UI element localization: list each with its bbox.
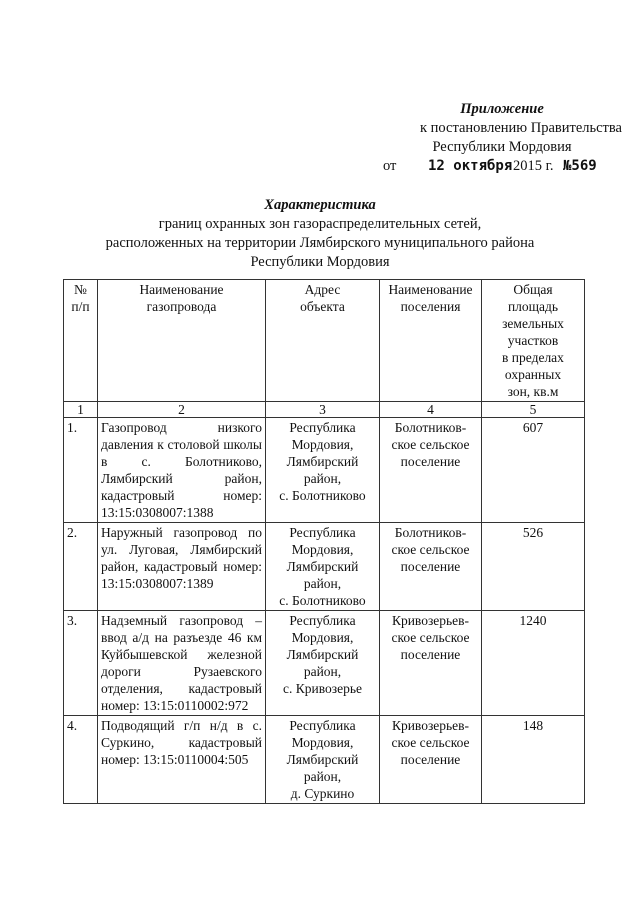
header-number: № п/п — [64, 280, 98, 402]
column-number: 1 — [64, 402, 98, 418]
settlement-name: Кривозерьев- ское сельское поселение — [380, 716, 482, 804]
zones-table — [63, 279, 585, 804]
row-number: 3. — [64, 611, 98, 716]
date-prefix: от — [383, 158, 397, 174]
object-address: Республика Мордовия, Лямбирский район, с. Болотниково — [266, 418, 380, 523]
table-header-row — [64, 280, 585, 402]
appendix-date-line — [352, 157, 622, 176]
zone-area: 1240 — [482, 611, 585, 716]
column-number: 3 — [266, 402, 380, 418]
heading-line-3: Республики Мордовия — [250, 254, 390, 270]
column-number: 4 — [380, 402, 482, 418]
column-number-row — [64, 402, 585, 418]
appendix-title: Приложение — [460, 101, 544, 117]
zone-area: 148 — [482, 716, 585, 804]
date-year: 2015 г. — [513, 158, 554, 174]
column-number: 5 — [482, 402, 585, 418]
object-address: Республика Мордовия, Лямбирский район, с. Кривозерье — [266, 611, 380, 716]
table-row — [64, 523, 585, 611]
decree-number: №569 — [563, 158, 597, 174]
date-handwritten: 12 октября — [428, 158, 513, 174]
settlement-name: Кривозерьев- ское сельское поселение — [380, 611, 482, 716]
pipeline-name: Газопровод низкого давления к столовой школы в с. Болотниково, Лямбирский район, кадастровый номер: 13:15:0308007:1388 — [98, 418, 266, 523]
column-number: 2 — [98, 402, 266, 418]
object-address: Республика Мордовия, Лямбирский район, с. Болотниково — [266, 523, 380, 611]
row-number: 4. — [64, 716, 98, 804]
appendix-block — [352, 100, 622, 176]
pipeline-name: Наружный газопровод по ул. Луговая, Лямбирский район, кадастровый номер: 13:15:0308007:1389 — [98, 523, 266, 611]
appendix-line-2: Республики Мордовия — [432, 139, 572, 155]
table-row — [64, 611, 585, 716]
document-heading — [60, 196, 580, 272]
zone-area: 607 — [482, 418, 585, 523]
heading-title: Характеристика — [264, 197, 376, 213]
table-row — [64, 716, 585, 804]
row-number: 1. — [64, 418, 98, 523]
settlement-name: Болотников- ское сельское поселение — [380, 523, 482, 611]
header-area: Общая площадь земельных участков в пределах охранных зон, кв.м — [482, 280, 585, 402]
row-number: 2. — [64, 523, 98, 611]
header-settlement: Наименование поселения — [380, 280, 482, 402]
table-row — [64, 418, 585, 523]
pipeline-name: Надземный газопровод – ввод а/д на разъезде 46 км Куйбышевской железной дороги Рузаевского отделения, кадастровый номер: 13:15:0110002:972 — [98, 611, 266, 716]
header-pipeline-name: Наименование газопровода — [98, 280, 266, 402]
heading-line-1: границ охранных зон газораспределительных сетей, — [158, 216, 482, 232]
pipeline-name: Подводящий г/п н/д в с. Суркино, кадастровый номер: 13:15:0110004:505 — [98, 716, 266, 804]
appendix-line-1: к постановлению Правительства — [420, 120, 622, 136]
zone-area: 526 — [482, 523, 585, 611]
object-address: Республика Мордовия, Лямбирский район, д. Суркино — [266, 716, 380, 804]
settlement-name: Болотников- ское сельское поселение — [380, 418, 482, 523]
header-address: Адрес объекта — [266, 280, 380, 402]
heading-line-2: расположенных на территории Лямбирского муниципального района — [105, 235, 535, 251]
